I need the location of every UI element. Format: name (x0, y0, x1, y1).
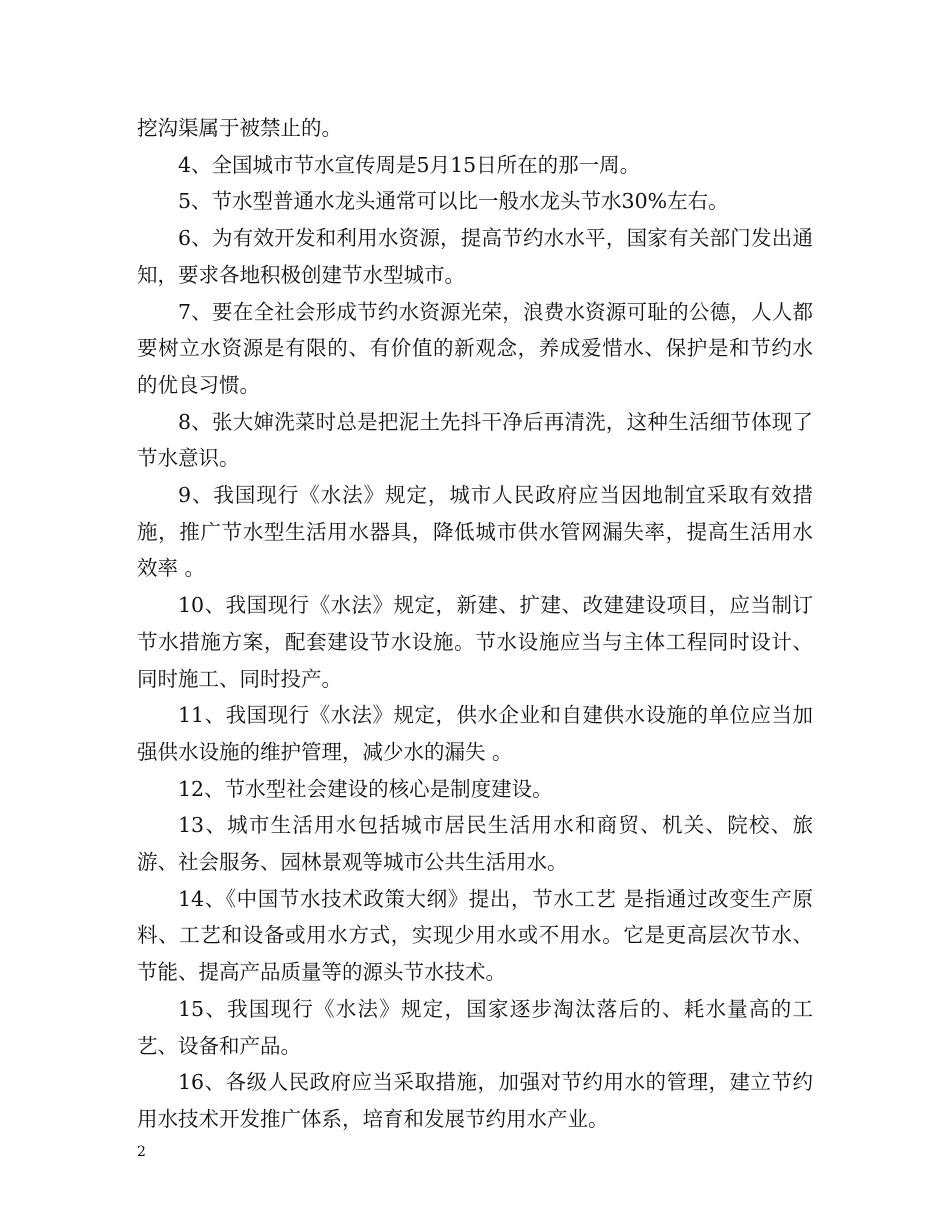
paragraph: 16、各级人民政府应当采取措施，加强对节约用水的管理，建立节约用水技术开发推广体系，培育和发展节约用水产业。 (137, 1070, 813, 1131)
paragraph: 15、我国现行《水法》规定，国家逐步淘汰落后的、耗水量高的工艺、设备和产品。 (137, 996, 813, 1058)
paragraph: 10、我国现行《水法》规定，新建、扩建、改建建设项目，应当制订节水措施方案，配套建设节水设施。节水设施应当与主体工程同时设计、同时施工、同时投产。 (137, 593, 813, 691)
paragraph: 9、我国现行《水法》规定，城市人民政府应当因地制宜采取有效措施，推广节水型生活用水器具，降低城市供水管网漏失率，提高生活用水效率 。 (137, 483, 813, 581)
paragraph: 挖沟渠属于被禁止的。 (137, 116, 342, 140)
document-body (137, 110, 813, 1138)
paragraph: 6、为有效开发和利用水资源，提高节约水水平，国家有关部门发出通知，要求各地积极创建节水型城市。 (137, 226, 813, 287)
paragraph: 7、要在全社会形成节约水资源光荣，浪费水资源可耻的公德，人人都要树立水资源是有限的、有价值的新观念，养成爱惜水、保护是和节约水的优良习惯。 (137, 299, 813, 397)
paragraph: 4、全国城市节水宣传周是5月15日所在的那一周。 (178, 152, 641, 177)
paragraph: 5、节水型普通水龙头通常可以比一般水龙头节水30%左右。 (178, 189, 729, 214)
page-number: 2 (137, 1144, 146, 1160)
paragraph: 13、城市生活用水包括城市居民生活用水和商贸、机关、院校、旅游、社会服务、园林景观等城市公共生活用水。 (137, 813, 813, 875)
paragraph: 11、我国现行《水法》规定，供水企业和自建供水设施的单位应当加强供水设施的维护管理，减少水的漏失 。 (137, 703, 813, 764)
paragraph: 12、节水型社会建设的核心是制度建设。 (178, 776, 553, 801)
paragraph: 8、张大婶洗菜时总是把泥土先抖干净后再清洗，这种生活细节体现了节水意识。 (137, 409, 813, 471)
paragraph: 14、《中国节水技术政策大纲》提出，节水工艺 是指通过改变生产原料、工艺和设备或用水方式，实现少用水或不用水。它是更高层次节水、节能、提高产品质量等的源头节水技术。 (137, 886, 813, 985)
